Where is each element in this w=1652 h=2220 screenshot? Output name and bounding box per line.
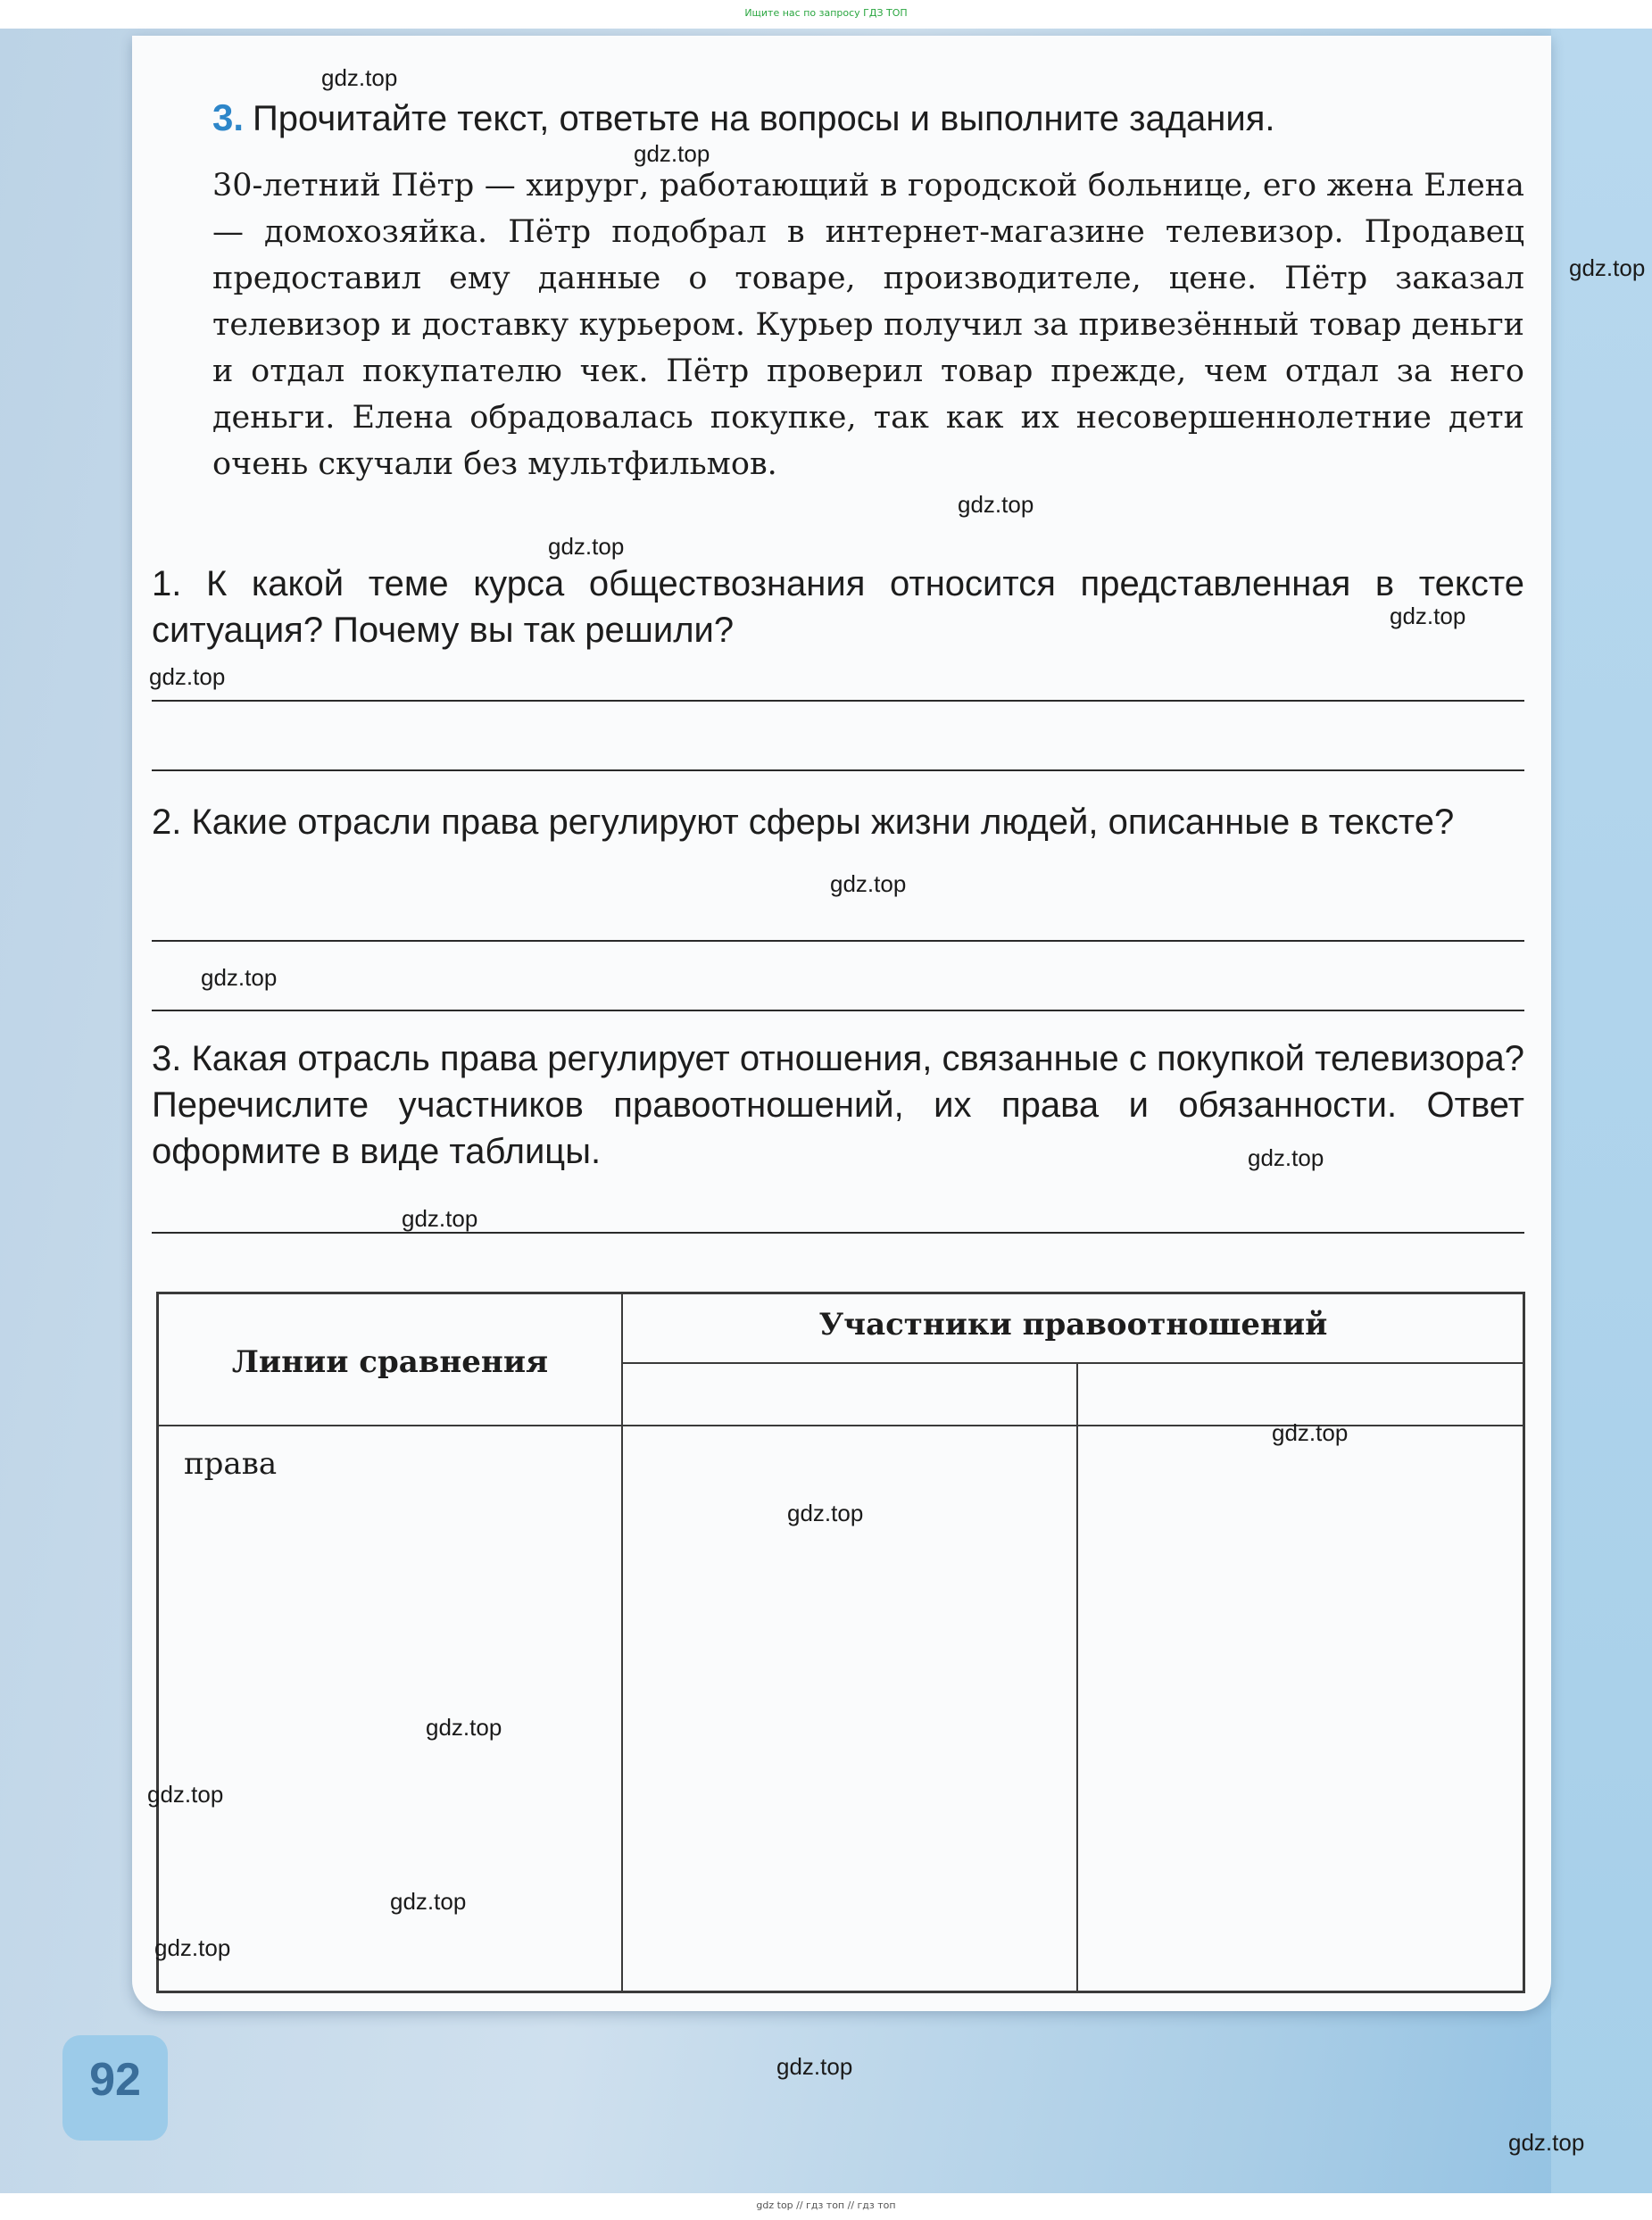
task-number: 3. [212,96,245,138]
watermark: gdz.top [830,870,907,897]
task-paragraph: 30-летний Пётр — хирург, работающий в городской больнице, его жена Елена — домохозяйка. Пётр подобрал в интернет-магазине телевизор. Продавец предоставил ему данные о товаре, производителе, цене. Пётр заказал телевизор и доставку курьером. Курьер получил за привезённый товар деньги и отдал покупателю чек. Пётр проверил товар прежде, чем отдал за него деньги. Елена обрадовалась покупке, так как их несовершеннолетние дети очень скучали без мультфильмов. [212,168,1524,482]
bottom-banner[interactable]: gdz top // гдз топ // гдз топ [756,2199,896,2211]
answer-table [156,1292,1525,1993]
watermark: gdz.top [776,2053,853,2080]
watermark: gdz.top [1508,2129,1585,2156]
task-heading-text: Прочитайте текст, ответьте на вопросы и выполните задания. [253,99,1275,138]
top-banner[interactable]: Ищите нас по запросу ГДЗ ТОП [744,7,908,19]
answer-line [152,700,1524,702]
watermark: gdz.top [787,1500,864,1526]
answer-line [152,1232,1524,1234]
task-heading [212,96,1275,139]
question-1: 1. К какой теме курса обществознания относится представленная в тексте ситуация? Почему вы так решили? [152,564,1524,650]
table-row-label: права [184,1446,278,1482]
watermark: gdz.top [548,533,625,560]
watermark: gdz.top [147,1781,224,1808]
table-divider [621,1362,1523,1364]
answer-line [152,940,1524,942]
table-header-compare: Линии сравнения [231,1344,549,1380]
table-divider [1076,1362,1078,1991]
watermark: gdz.top [1390,603,1466,629]
page-edge-strip [1551,29,1652,2193]
watermark: gdz.top [958,491,1034,518]
watermark: gdz.top [426,1714,502,1741]
question-2: 2. Какие отрасли права регулируют сферы жизни людей, описанные в тексте? [152,802,1455,842]
watermark: gdz.top [634,140,710,167]
table-divider [621,1294,623,1991]
watermark: gdz.top [402,1205,478,1232]
page-number: 92 [89,2054,141,2106]
watermark: gdz.top [1569,254,1646,281]
watermark: gdz.top [1248,1144,1324,1171]
watermark: gdz.top [1272,1419,1349,1446]
watermark: gdz.top [154,1934,231,1961]
watermark: gdz.top [390,1888,467,1915]
question-3: 3. Какая отрасль права регулирует отношения, связанные с покупкой телевизора? Перечислите участников правоотношений, их права и обязанности. Ответ оформите в виде таблицы. [152,1039,1524,1171]
watermark: gdz.top [321,64,398,91]
table-header-participants: Участники правоотношений [818,1307,1328,1343]
watermark: gdz.top [149,663,226,690]
watermark: gdz.top [201,964,278,991]
answer-line [152,769,1524,771]
answer-line [152,1010,1524,1011]
